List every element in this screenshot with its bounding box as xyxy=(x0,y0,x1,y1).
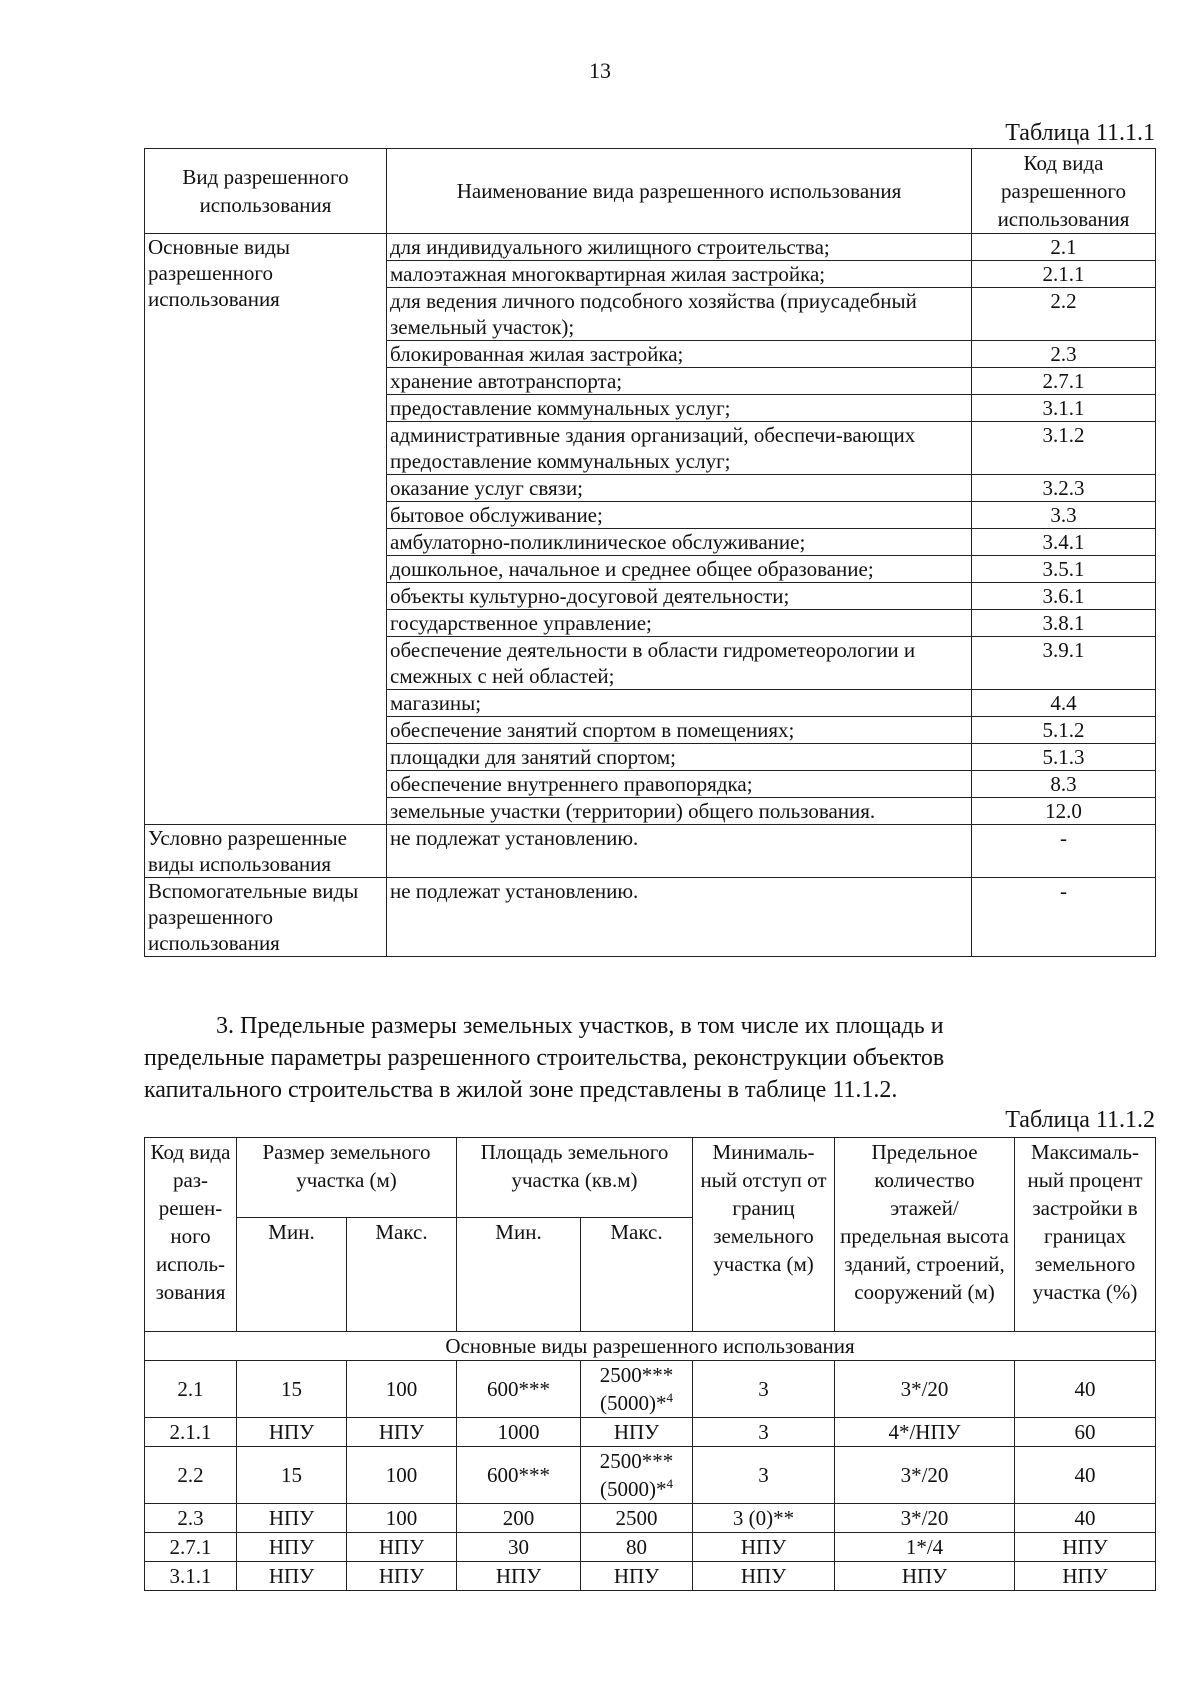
floors-cell: 3*/20 xyxy=(835,1361,1015,1418)
page-number: 13 xyxy=(589,58,611,83)
size-max-cell: 100 xyxy=(347,1504,457,1533)
category-main: Основные виды разрешенного использования xyxy=(145,234,387,825)
percent-cell: 40 xyxy=(1015,1504,1156,1533)
use-name: предоставление коммунальных услуг; xyxy=(387,395,972,422)
use-name: государственное управление; xyxy=(387,610,972,637)
use-code: 2.1.1 xyxy=(972,261,1156,288)
area-max-alt-value: (5000)* xyxy=(600,1477,667,1501)
use-code: 2.7.1 xyxy=(972,368,1156,395)
header-size-max: Макс. xyxy=(347,1218,457,1332)
floors-cell: 4*/НПУ xyxy=(835,1418,1015,1447)
size-min-cell: 15 xyxy=(237,1447,347,1504)
paragraph-line: 3. Предельные размеры земельных участков, в том числе их площадь и xyxy=(216,1013,944,1039)
floors-cell: 1*/4 xyxy=(835,1533,1015,1562)
use-name: оказание услуг связи; xyxy=(387,475,972,502)
table2-row xyxy=(145,1418,1156,1447)
table2-row xyxy=(145,1447,1156,1504)
use-name: хранение автотранспорта; xyxy=(387,368,972,395)
use-code: 3.1.2 xyxy=(972,422,1156,475)
section-label: Основные виды разрешенного использования xyxy=(145,1332,1156,1361)
use-code: 3.8.1 xyxy=(972,610,1156,637)
percent-cell: 60 xyxy=(1015,1418,1156,1447)
size-max-cell: НПУ xyxy=(347,1562,457,1591)
paragraph-3 xyxy=(144,1010,1155,1106)
category-auxiliary: Вспомогательные виды разрешенного использования xyxy=(145,878,387,957)
header-size-min: Мин. xyxy=(237,1218,347,1332)
header-area-min: Мин. xyxy=(457,1218,581,1332)
use-code: 12.0 xyxy=(972,798,1156,825)
use-name: обеспечение деятельности в области гидрометеорологии и смежных с ней областей; xyxy=(387,637,972,690)
area-max-cell xyxy=(581,1562,693,1591)
table2-body xyxy=(145,1332,1156,1591)
area-max-value: 80 xyxy=(626,1535,647,1559)
area-max-value: 2500 xyxy=(615,1506,658,1530)
use-name: площадки для занятий спортом; xyxy=(387,744,972,771)
use-code: - xyxy=(972,825,1156,878)
area-min-cell: 600*** xyxy=(457,1447,581,1504)
size-max-cell: 100 xyxy=(347,1361,457,1418)
header-area-max: Макс. xyxy=(581,1218,693,1332)
use-name: не подлежат установлению. xyxy=(387,878,972,957)
header-use-code: Код вида разрешенного использования xyxy=(972,149,1156,234)
use-code: 5.1.3 xyxy=(972,744,1156,771)
area-max-value: НПУ xyxy=(613,1564,660,1588)
table2-row xyxy=(145,1361,1156,1418)
header-code: Код вида раз-решен-ного исполь-зования xyxy=(145,1138,237,1332)
percent-cell: 40 xyxy=(1015,1447,1156,1504)
table2-caption: Таблица 11.1.2 xyxy=(1005,1107,1155,1133)
table1-header-row xyxy=(145,149,1156,234)
setback-cell: 3 (0)** xyxy=(693,1504,835,1533)
use-name: магазины; xyxy=(387,690,972,717)
paragraph-line: предельные параметры разрешенного строительства, реконструкции объектов xyxy=(144,1045,945,1071)
area-max-cell xyxy=(581,1533,693,1562)
use-name: земельные участки (территории) общего пользования. xyxy=(387,798,972,825)
table2-header-row xyxy=(145,1138,1156,1218)
paragraph-line: капитального строительства в жилой зоне представлены в таблице 11.1.2. xyxy=(144,1077,898,1103)
floors-cell: 3*/20 xyxy=(835,1504,1015,1533)
percent-cell: НПУ xyxy=(1015,1533,1156,1562)
use-code: 3.9.1 xyxy=(972,637,1156,690)
use-name: для ведения личного подсобного хозяйства (приусадебный земельный участок); xyxy=(387,288,972,341)
area-min-cell: 600*** xyxy=(457,1361,581,1418)
header-setback: Минималь-ный отступ от границ земельного участка (м) xyxy=(693,1138,835,1332)
code-cell: 2.7.1 xyxy=(145,1533,237,1562)
size-max-cell: 100 xyxy=(347,1447,457,1504)
area-max-value: НПУ xyxy=(613,1420,660,1444)
use-name: не подлежат установлению. xyxy=(387,825,972,878)
size-max-cell: НПУ xyxy=(347,1418,457,1447)
use-code: 8.3 xyxy=(972,771,1156,798)
header-size: Размер земельного участка (м) xyxy=(237,1138,457,1218)
permitted-use-table xyxy=(144,148,1156,957)
area-max-alt xyxy=(584,1475,689,1503)
category-conditional: Условно разрешенные виды использования xyxy=(145,825,387,878)
use-name: бытовое обслуживание; xyxy=(387,502,972,529)
use-name: дошкольное, начальное и среднее общее образование; xyxy=(387,556,972,583)
header-use-name: Наименование вида разрешенного использования xyxy=(387,149,972,234)
header-use-type: Вид разрешенного использования xyxy=(145,149,387,234)
setback-cell: НПУ xyxy=(693,1533,835,1562)
table2-row xyxy=(145,1504,1156,1533)
header-floors: Предельное количество этажей/ предельная высота зданий, строений, сооружений (м) xyxy=(835,1138,1015,1332)
table1-row-auxiliary xyxy=(145,878,1156,957)
size-min-cell: НПУ xyxy=(237,1533,347,1562)
area-min-cell: 30 xyxy=(457,1533,581,1562)
use-code: 3.5.1 xyxy=(972,556,1156,583)
header-area: Площадь земельного участка (кв.м) xyxy=(457,1138,693,1218)
use-name: амбулаторно-поликлиническое обслуживание; xyxy=(387,529,972,556)
area-max-cell xyxy=(581,1361,693,1418)
code-cell: 2.2 xyxy=(145,1447,237,1504)
use-name: объекты культурно-досуговой деятельности; xyxy=(387,583,972,610)
table1-row xyxy=(145,234,1156,261)
use-code: 3.2.3 xyxy=(972,475,1156,502)
code-cell: 2.3 xyxy=(145,1504,237,1533)
use-code: 3.3 xyxy=(972,502,1156,529)
header-percent: Максималь-ный процент застройки в границах земельного участка (%) xyxy=(1015,1138,1156,1332)
footnote-mark: 4 xyxy=(666,1476,673,1491)
floors-cell: 3*/20 xyxy=(835,1447,1015,1504)
setback-cell: 3 xyxy=(693,1447,835,1504)
area-max-cell xyxy=(581,1504,693,1533)
use-name: для индивидуального жилищного строительства; xyxy=(387,234,972,261)
floors-cell: НПУ xyxy=(835,1562,1015,1591)
setback-cell: 3 xyxy=(693,1361,835,1418)
size-min-cell: НПУ xyxy=(237,1562,347,1591)
footnote-mark: 4 xyxy=(666,1390,673,1405)
use-name: малоэтажная многоквартирная жилая застройка; xyxy=(387,261,972,288)
land-parameters-table xyxy=(144,1137,1156,1591)
size-min-cell: 15 xyxy=(237,1361,347,1418)
area-max-cell xyxy=(581,1418,693,1447)
size-min-cell: НПУ xyxy=(237,1418,347,1447)
use-name: блокированная жилая застройка; xyxy=(387,341,972,368)
setback-cell: НПУ xyxy=(693,1562,835,1591)
code-cell: 2.1 xyxy=(145,1361,237,1418)
area-min-cell: 200 xyxy=(457,1504,581,1533)
use-code: 5.1.2 xyxy=(972,717,1156,744)
size-min-cell: НПУ xyxy=(237,1504,347,1533)
section-row xyxy=(145,1332,1156,1361)
setback-cell: 3 xyxy=(693,1418,835,1447)
use-code: - xyxy=(972,878,1156,957)
code-cell: 3.1.1 xyxy=(145,1562,237,1591)
area-max-value: 2500*** xyxy=(599,1449,674,1473)
use-code: 2.2 xyxy=(972,288,1156,341)
area-min-cell: 1000 xyxy=(457,1418,581,1447)
table2-row xyxy=(145,1533,1156,1562)
size-max-cell: НПУ xyxy=(347,1533,457,1562)
table2-row xyxy=(145,1562,1156,1591)
use-code: 4.4 xyxy=(972,690,1156,717)
use-code: 3.1.1 xyxy=(972,395,1156,422)
use-code: 3.4.1 xyxy=(972,529,1156,556)
table1-caption: Таблица 11.1.1 xyxy=(1005,120,1155,146)
code-cell: 2.1.1 xyxy=(145,1418,237,1447)
use-code: 2.1 xyxy=(972,234,1156,261)
percent-cell: НПУ xyxy=(1015,1562,1156,1591)
percent-cell: 40 xyxy=(1015,1361,1156,1418)
area-max-value: 2500*** xyxy=(599,1363,674,1387)
area-max-alt xyxy=(584,1389,689,1417)
use-name: административные здания организаций, обеспечи-вающих предоставление коммунальных услуг; xyxy=(387,422,972,475)
area-min-cell: НПУ xyxy=(457,1562,581,1591)
area-max-cell xyxy=(581,1447,693,1504)
use-code: 2.3 xyxy=(972,341,1156,368)
table1-row-conditional xyxy=(145,825,1156,878)
table1-body xyxy=(145,234,1156,957)
use-name: обеспечение занятий спортом в помещениях; xyxy=(387,717,972,744)
use-code: 3.6.1 xyxy=(972,583,1156,610)
use-name: обеспечение внутреннего правопорядка; xyxy=(387,771,972,798)
area-max-alt-value: (5000)* xyxy=(600,1391,667,1415)
